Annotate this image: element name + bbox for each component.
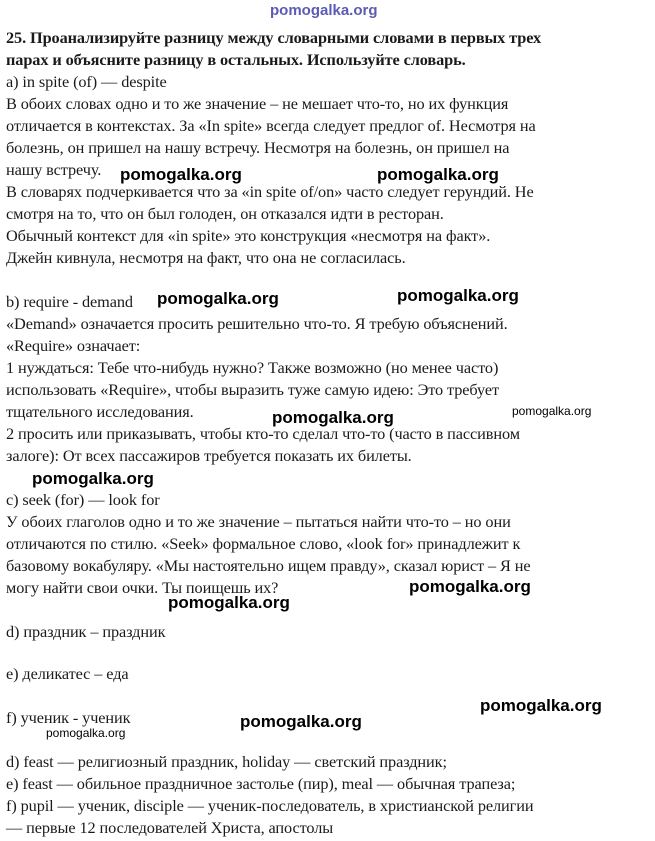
text-line: e) feast — обильное праздничное застолье (пир), meal — обычная трапеза; bbox=[6, 774, 516, 793]
watermark: pomogalka.org bbox=[32, 469, 154, 488]
text-line: e) деликатес – еда bbox=[6, 664, 129, 683]
text-line: смотря на то, что он был голоден, он отказался идти в ресторан. bbox=[6, 204, 444, 223]
task-heading-line-1: 25. Проанализируйте разницу между словарными словами в первых трех bbox=[6, 28, 542, 47]
watermark: pomogalka.org bbox=[512, 404, 592, 418]
text-line: базовому вокабуляру. «Мы настоятельно ищем правду», сказал юрист – Я не bbox=[6, 556, 531, 575]
text-line: a) in spite (of) — despite bbox=[6, 72, 167, 91]
watermark: pomogalka.org bbox=[46, 726, 126, 740]
text-line: отличается в контекстах. За «In spite» всегда следует предлог of. Несмотря на bbox=[6, 116, 536, 135]
text-line: f) ученик - ученик bbox=[6, 708, 131, 727]
text-line: d) feast — религиозный праздник, holiday — светский праздник; bbox=[6, 752, 447, 771]
text-line: В словарях подчеркивается что за «in spite of/on» часто следует герундий. Не bbox=[6, 182, 534, 201]
text-line: «Require» означает: bbox=[6, 336, 141, 355]
text-line: Обычный контекст для «in spite» это конструкция «несмотря на факт». bbox=[6, 226, 491, 245]
text-line: b) require - demand bbox=[6, 292, 133, 311]
text-line: могу найти свои очки. Ты поищешь их? bbox=[6, 578, 279, 597]
text-line: нашу встречу. bbox=[6, 160, 102, 179]
watermark-top: pomogalka.org bbox=[270, 2, 378, 19]
text-line: c) seek (for) — look for bbox=[6, 490, 160, 509]
text-line: 2 просить или приказывать, чтобы кто-то сделал что-то (часто в пассивном bbox=[6, 424, 520, 443]
watermark: pomogalka.org bbox=[168, 593, 290, 612]
watermark: pomogalka.org bbox=[480, 696, 602, 715]
text-line: использовать «Require», чтобы выразить туже самую идею: Это требует bbox=[6, 380, 499, 399]
watermark: pomogalka.org bbox=[240, 712, 362, 731]
text-line: Джейн кивнула, несмотря на факт, что она не согласилась. bbox=[6, 248, 406, 267]
text-line: В обоих словах одно и то же значение – не мешает что-то, но их функция bbox=[6, 94, 509, 113]
text-line: отличаются по стилю. «Seek» формальное слово, «look for» принадлежит к bbox=[6, 534, 521, 553]
text-line: d) праздник – праздник bbox=[6, 622, 166, 641]
watermark: pomogalka.org bbox=[409, 577, 531, 596]
text-line: залоге): От всех пассажиров требуется показать их билеты. bbox=[6, 446, 412, 465]
watermark: pomogalka.org bbox=[157, 289, 279, 308]
watermark: pomogalka.org bbox=[120, 165, 242, 184]
text-line: f) pupil — ученик, disciple — ученик-последователь, в христианской религии bbox=[6, 796, 534, 815]
text-line: 1 нуждаться: Тебе что-нибудь нужно? Также возможно (но менее часто) bbox=[6, 358, 499, 377]
text-line: болезнь, он пришел на нашу встречу. Несмотря на болезнь, он пришел на bbox=[6, 138, 510, 157]
watermark: pomogalka.org bbox=[377, 165, 499, 184]
text-line: — первые 12 последователей Христа, апостолы bbox=[6, 818, 334, 837]
task-heading-line-2: парах и объясните разницу в остальных. Используйте словарь. bbox=[6, 50, 466, 69]
text-line: У обоих глаголов одно и то же значение – пытаться найти что-то – но они bbox=[6, 512, 511, 531]
text-line: «Demand» означается просить решительно что-то. Я требую объяснений. bbox=[6, 314, 508, 333]
watermark: pomogalka.org bbox=[272, 408, 394, 427]
watermark: pomogalka.org bbox=[397, 286, 519, 305]
text-line: тщательного исследования. bbox=[6, 402, 194, 421]
